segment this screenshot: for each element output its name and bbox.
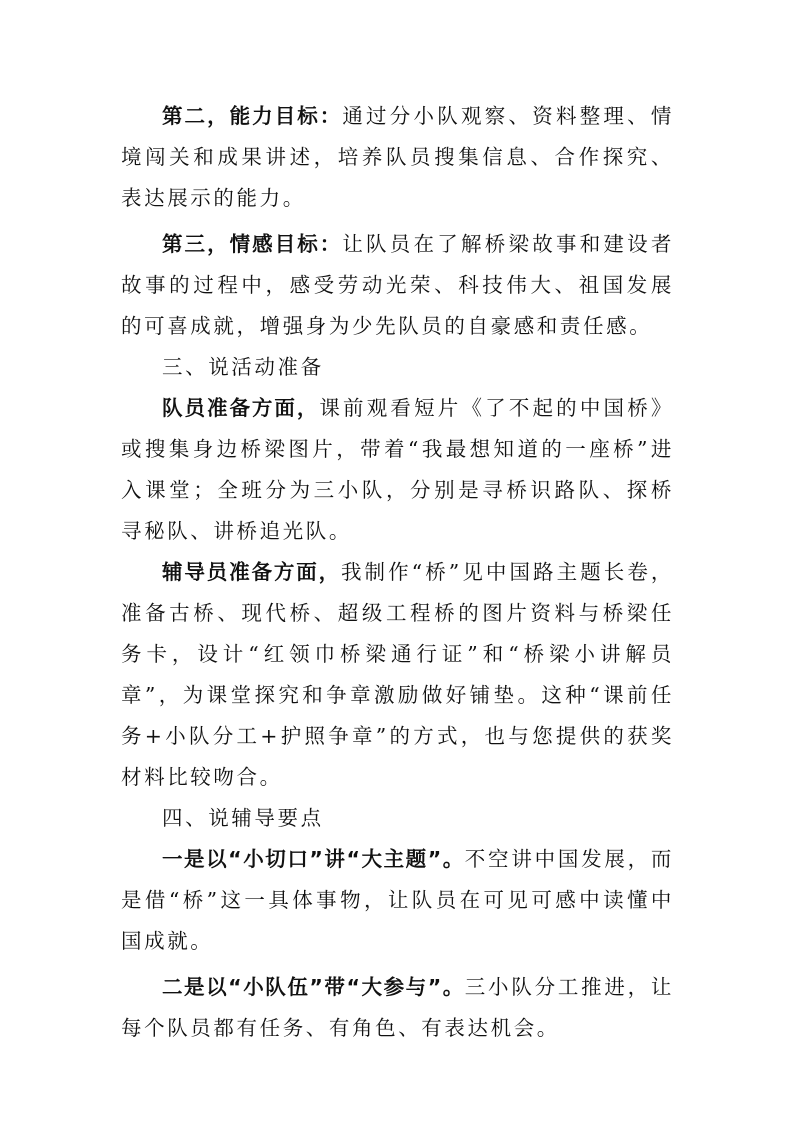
paragraph-member-preparation (121, 388, 674, 552)
paragraph-text: 让队员在了解桥梁故事和建设者故事的过程中，感受劳动光荣、科技伟大、祖国发展的可喜成就，增强身为少先队员的自豪感和责任感。 (121, 232, 675, 338)
paragraph-lead: 一是以“小切口”讲“大主题”。 (162, 847, 465, 871)
document-body (121, 96, 674, 1049)
paragraph-lead: 第三，情感目标： (162, 232, 343, 256)
paragraph-ability-goal (121, 96, 674, 219)
paragraph-text: 课前观看短片《了不起的中国桥》或搜集身边桥梁图片，带着“我最想知道的一座桥”进入课堂；全班分为三小队，分别是寻桥识路队、探桥寻秘队、讲桥追光队。 (121, 396, 674, 543)
paragraph-text: 我制作“桥”见中国路主题长卷，准备古桥、现代桥、超级工程桥的图片资料与桥梁任务卡，设计“红领巾桥梁通行证”和“桥梁小讲解员章”，为课堂探究和争章激励做好铺垫。这种“课前任务+小队分工+护照争章”的方式，也与您提供的获奖材料比较吻合。 (121, 560, 675, 789)
paragraph-text: 不空讲中国发展，而是借“桥”这一具体事物，让队员在可见可感中读懂中国成就。 (121, 847, 674, 953)
section-heading-key-points: 四、说辅导要点 (162, 806, 324, 830)
paragraph-text: 三小队分工推进，让每个队员都有任务、有角色、有表达机会。 (121, 975, 674, 1040)
paragraph-lead: 第二，能力目标： (162, 104, 343, 128)
paragraph-point-one (121, 839, 674, 962)
paragraph-counselor-preparation (121, 552, 674, 798)
paragraph-emotion-goal (121, 224, 674, 347)
section-heading-preparation: 三、说活动准备 (162, 355, 324, 379)
paragraph-lead: 队员准备方面， (162, 396, 320, 420)
paragraph-text: 通过分小队观察、资料整理、情境闯关和成果讲述，培养队员搜集信息、合作探究、表达展示的能力。 (121, 104, 675, 210)
paragraph-lead: 辅导员准备方面， (162, 560, 341, 584)
paragraph-lead: 二是以“小队伍”带“大参与”。 (162, 975, 465, 999)
paragraph-point-two (121, 967, 674, 1049)
